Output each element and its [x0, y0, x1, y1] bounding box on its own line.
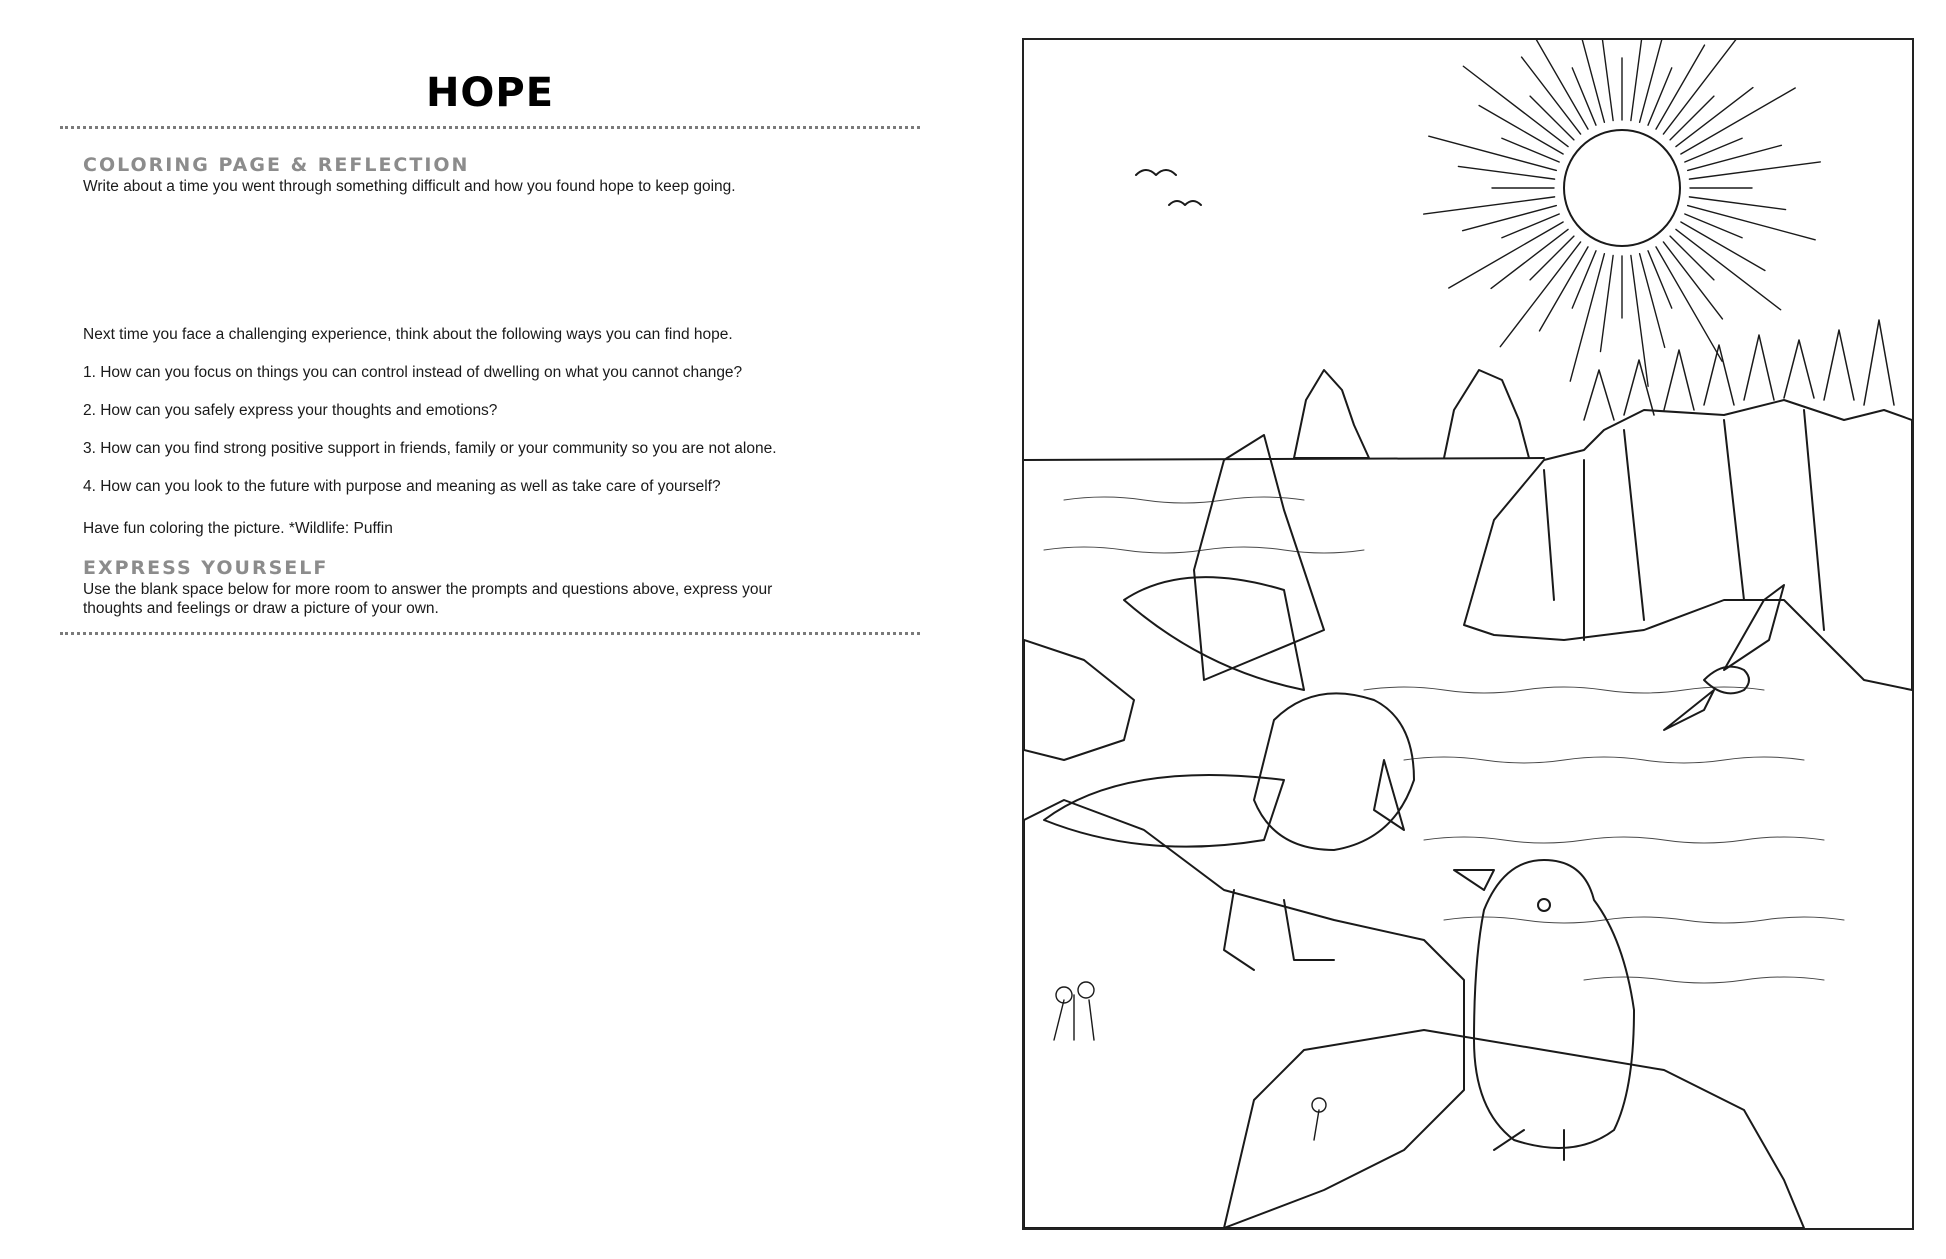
sun-ray — [1676, 229, 1781, 309]
sun-icon — [1424, 40, 1821, 386]
sun-ray — [1600, 255, 1613, 351]
sun-ray — [1522, 40, 1588, 129]
flying-bird-icon — [1136, 170, 1176, 175]
horizon-line — [1024, 458, 1544, 460]
flying-bird-icon — [1169, 201, 1201, 205]
sun-ray — [1463, 206, 1557, 231]
question-4: 4. How can you look to the future with purpose and meaning as well as take care of yourself? — [83, 478, 721, 495]
coloring-reflection-heading: COLORING PAGE & REFLECTION — [83, 154, 470, 176]
sun-ray — [1530, 96, 1574, 140]
express-prompt-line-1: Use the blank space below for more room to answer the prompts and questions above, express your — [83, 581, 773, 598]
standing-puffin-icon — [1454, 860, 1634, 1160]
sun-ray — [1663, 40, 1743, 134]
sun-ray — [1689, 197, 1785, 210]
tree-line — [1584, 320, 1894, 420]
page-title: HOPE — [425, 70, 555, 116]
sun-ray — [1688, 145, 1782, 170]
water-waves — [1044, 497, 1844, 983]
foreground-rock — [1024, 800, 1464, 1228]
sun-ray — [1500, 242, 1580, 347]
flowers-icon — [1054, 982, 1326, 1140]
reflection-panel — [60, 0, 920, 1259]
top-dotted-divider — [60, 126, 920, 129]
left-shore-rock — [1024, 640, 1134, 760]
cliff — [1464, 400, 1912, 690]
sun-ray — [1530, 236, 1574, 280]
intro-text: Next time you face a challenging experience, think about the following ways you can find hope. — [83, 326, 733, 343]
puffin-coloring-illustration — [1024, 40, 1912, 1228]
large-puffin-wings-icon — [1044, 435, 1414, 970]
sun-ray — [1458, 166, 1554, 179]
sun-ray — [1449, 222, 1563, 288]
express-yourself-heading: EXPRESS YOURSELF — [83, 557, 329, 579]
sun-ray — [1463, 66, 1568, 146]
question-2: 2. How can you safely express your thoughts and emotions? — [83, 402, 498, 419]
sun-ray — [1670, 236, 1714, 280]
small-puffin-icon — [1664, 585, 1784, 730]
question-1: 1. How can you focus on things you can control instead of dwelling on what you cannot change? — [83, 364, 743, 381]
coloring-note: Have fun coloring the picture. *Wildlife: Puffin — [83, 520, 393, 537]
reflection-prompt: Write about a time you went through something difficult and how you found hope to keep going. — [83, 178, 736, 195]
sun-ray — [1596, 40, 1613, 121]
foreground-rock — [1224, 1030, 1804, 1228]
sun-ray — [1670, 96, 1714, 140]
coloring-picture-frame — [1022, 38, 1914, 1230]
sun-ray — [1656, 247, 1722, 361]
bottom-dotted-divider — [60, 632, 920, 635]
sun-ray — [1640, 40, 1674, 122]
sun-ray — [1631, 40, 1644, 121]
sun-ray — [1640, 254, 1665, 348]
sun-ray — [1579, 40, 1604, 122]
express-prompt-line-2: thoughts and feelings or draw a picture of your own. — [83, 600, 439, 617]
sea-stack — [1444, 370, 1529, 458]
sun-ray — [1681, 88, 1795, 154]
question-3: 3. How can you find strong positive support in friends, family or your community so you are not alone. — [83, 440, 777, 457]
sea-stack — [1294, 370, 1369, 458]
cliff-detail — [1544, 410, 1824, 640]
